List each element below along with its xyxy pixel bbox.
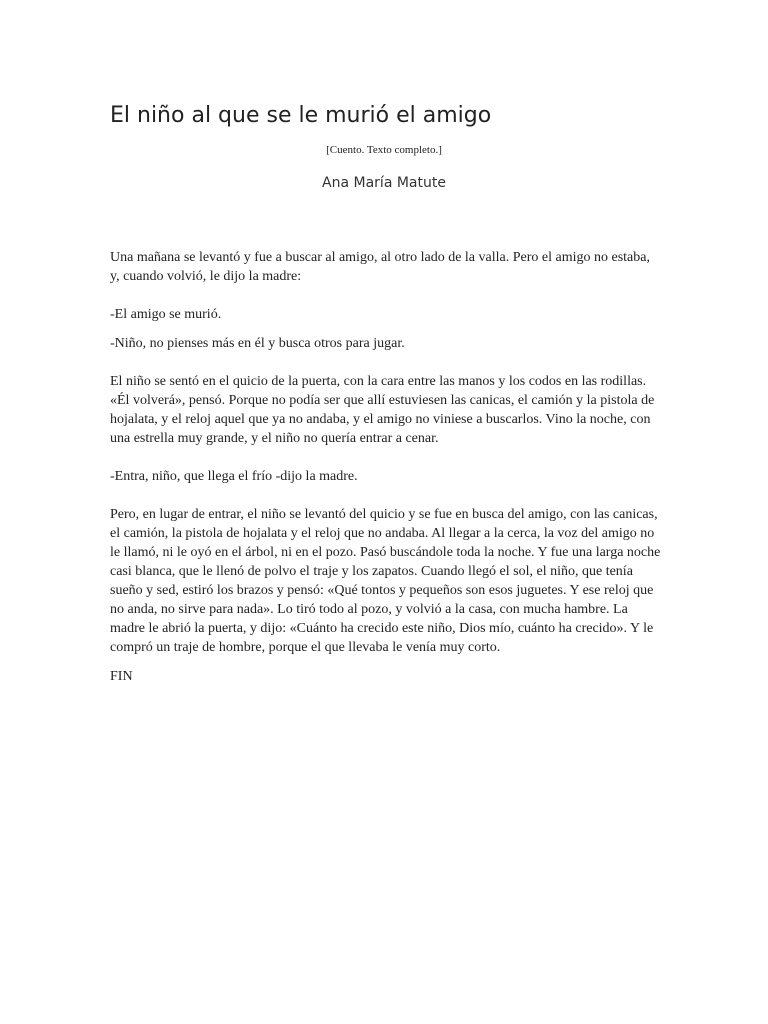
paragraph-1: Una mañana se levantó y fue a buscar al amigo, al otro lado de la valla. Pero el amigo no estaba, y, cuando volvió, le dijo la madre:	[110, 250, 650, 284]
document-author: Ana María Matute	[322, 175, 446, 191]
paragraph-4: El niño se sentó en el quicio de la puerta, con la cara entre las manos y los codos en las rodillas. «Él volverá», pensó. Porque no podía ser que allí estuviesen las canicas, el camión y la pistola de hojalata, y el reloj aquel que ya no andaba, y el amigo no viniese a buscarlos. Vino la noche, con una estrella muy grande, y el niño no quería entrar a cenar.	[110, 374, 655, 446]
paragraph-2: -El amigo se murió.	[110, 307, 222, 322]
paragraph-end: FIN	[110, 669, 133, 684]
document-title: El niño al que se le murió el amigo	[110, 103, 492, 128]
document-subtitle: [Cuento. Texto completo.]	[326, 144, 442, 156]
story-body	[110, 248, 662, 686]
paragraph-3: -Niño, no pienses más en él y busca otros para jugar.	[110, 336, 405, 351]
paragraph-6: Pero, en lugar de entrar, el niño se levantó del quicio y se fue en busca del amigo, con las canicas, el camión, la pistola de hojalata y el reloj que no andaba. Al llegar a la cerca, la voz del amigo no le llamó, ni le oyó en el árbol, ni en el pozo. Pasó buscándole toda la noche. Y fue una larga noche casi blanca, que le llenó de polvo el traje y los zapatos. Cuando llegó el sol, el niño, que tenía sueño y sed, estiró los brazos y pensó: «Qué tontos y pequeños son esos juguetes. Y ese reloj que no anda, no sirve para nada». Lo tiró todo al pozo, y volvió a la casa, con mucha hambre. La madre le abrió la puerta, y dijo: «Cuánto ha crecido este niño, Dios mío, cuánto ha crecido». Y le compró un traje de hombre, porque el que llevaba le venía muy corto.	[110, 507, 661, 655]
paragraph-5: -Entra, niño, que llega el frío -dijo la madre.	[110, 469, 358, 484]
